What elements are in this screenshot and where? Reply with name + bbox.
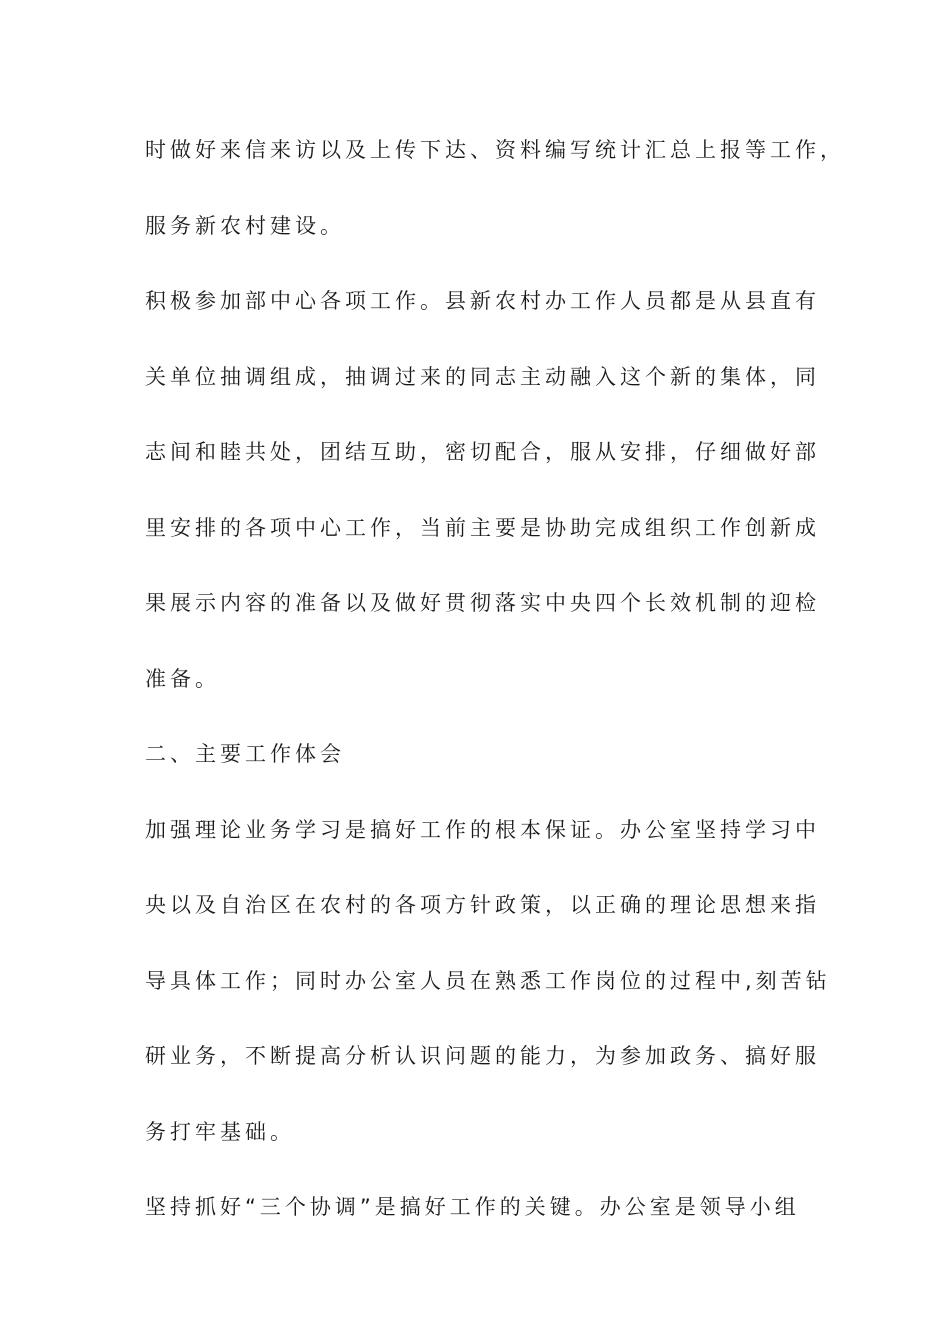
text-line-3: 积极参加部中心各项工作。县新农村办工作人员都是从县直有 — [145, 289, 820, 313]
text-line-7: 果展示内容的准备以及做好贯彻落实中央四个长效机制的迎检 — [145, 591, 820, 615]
document-body — [145, 128, 845, 1261]
text-line-13: 研业务，不断提高分析认识问题的能力，为参加政务、搞好服 — [145, 1044, 820, 1068]
text-line-14: 务打牢基础。 — [145, 1119, 295, 1144]
text-line-5: 志间和睦共处，团结互助，密切配合，服从安排，仔细做好部 — [145, 440, 820, 464]
text-line-1: 时做好来信来访以及上传下达、资料编写统计汇总上报等工作， — [145, 138, 845, 162]
text-line-4: 关单位抽调组成，抽调过来的同志主动融入这个新的集体，同 — [145, 364, 820, 389]
text-line-2: 服务新农村建设。 — [145, 213, 345, 238]
text-line-12: 导具体工作；同时办公室人员在熟悉工作岗位的过程中,刻苦钻 — [145, 968, 831, 993]
text-line-15: 坚持抓好“三个协调”是搞好工作的关键。办公室是领导小组 — [145, 1195, 800, 1219]
section-heading: 二、主要工作体会 — [145, 742, 345, 766]
text-line-10: 加强理论业务学习是搞好工作的根本保证。办公室坚持学习中 — [145, 817, 820, 842]
text-line-11: 央以及自治区在农村的各项方针政策，以正确的理论思想来指 — [145, 893, 820, 917]
text-line-8: 准备。 — [145, 666, 220, 691]
text-line-6: 里安排的各项中心工作，当前主要是协助完成组织工作创新成 — [145, 515, 820, 540]
